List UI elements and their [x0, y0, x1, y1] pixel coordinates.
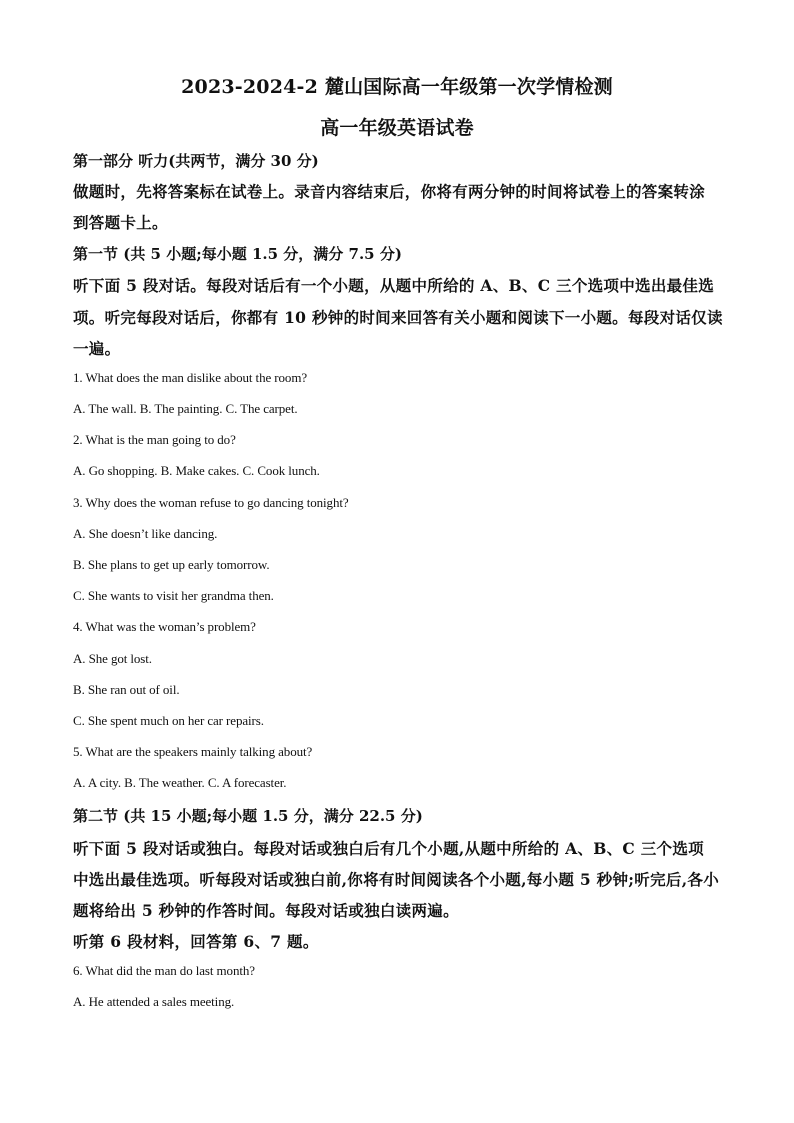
question-2: 2. What is the man going to do?	[73, 432, 236, 447]
section1-heading: 第一节 (共 5 小题;每小题 1.5 分，满分 7.5 分)	[73, 245, 402, 263]
section2-instruction-line-1: 听下面 5 段对话或独白。每段对话或独白后有几个小题,从题中所给的 A、B、C 三个选项	[73, 839, 704, 858]
question-3-option-a: A. She doesn’t like dancing.	[73, 526, 218, 541]
exam-subtitle: 高一年级英语试卷	[320, 117, 474, 139]
question-4-option-a: A. She got lost.	[73, 651, 152, 666]
question-4-option-b: B. She ran out of oil.	[73, 682, 180, 697]
section1-instruction-line-2: 项。听完每段对话后，你都有 10 秒钟的时间来回答有关小题和阅读下一小题。每段对话仅读	[73, 308, 723, 327]
question-3-option-c: C. She wants to visit her grandma then.	[73, 588, 274, 603]
part1-instruction-line-2: 到答题卡上。	[73, 213, 168, 232]
question-2-options: A. Go shopping. B. Make cakes. C. Cook lunch.	[73, 463, 320, 478]
question-1-options: A. The wall. B. The painting. C. The carpet.	[73, 401, 298, 416]
question-3: 3. Why does the woman refuse to go dancing tonight?	[73, 495, 349, 510]
section1-instruction-line-1: 听下面 5 段对话。每段对话后有一个小题，从题中所给的 A、B、C 三个选项中选出最佳选	[73, 276, 715, 295]
part1-instruction-line-1: 做题时，先将答案标在试卷上。录音内容结束后，你将有两分钟的时间将试卷上的答案转涂	[73, 182, 706, 201]
question-5-options: A. A city. B. The weather. C. A forecaster.	[73, 775, 287, 790]
section2-heading: 第二节 (共 15 小题;每小题 1.5 分，满分 22.5 分)	[73, 807, 423, 825]
part1-heading: 第一部分 听力(共两节，满分 30 分)	[73, 152, 319, 170]
question-1: 1. What does the man dislike about the room?	[73, 370, 307, 385]
question-3-option-b: B. She plans to get up early tomorrow.	[73, 557, 270, 572]
exam-title: 2023-2024-2 麓山国际高一年级第一次学情检测	[181, 76, 613, 98]
question-4-option-c: C. She spent much on her car repairs.	[73, 713, 264, 728]
question-4: 4. What was the woman’s problem?	[73, 619, 256, 634]
section2-instruction-line-2: 中选出最佳选项。听每段对话或独白前,你将有时间阅读各个小题,每小题 5 秒钟;听完后,各小	[73, 870, 719, 889]
question-6-option-a: A. He attended a sales meeting.	[73, 994, 235, 1009]
section2-instruction-line-3: 题将给出 5 秒钟的作答时间。每段对话或独白读两遍。	[73, 901, 459, 920]
question-6: 6. What did the man do last month?	[73, 963, 255, 978]
question-5: 5. What are the speakers mainly talking about?	[73, 744, 313, 759]
text6-instruction: 听第 6 段材料，回答第 6、7 题。	[73, 932, 319, 951]
section1-instruction-line-3: 一遍。	[73, 339, 121, 358]
